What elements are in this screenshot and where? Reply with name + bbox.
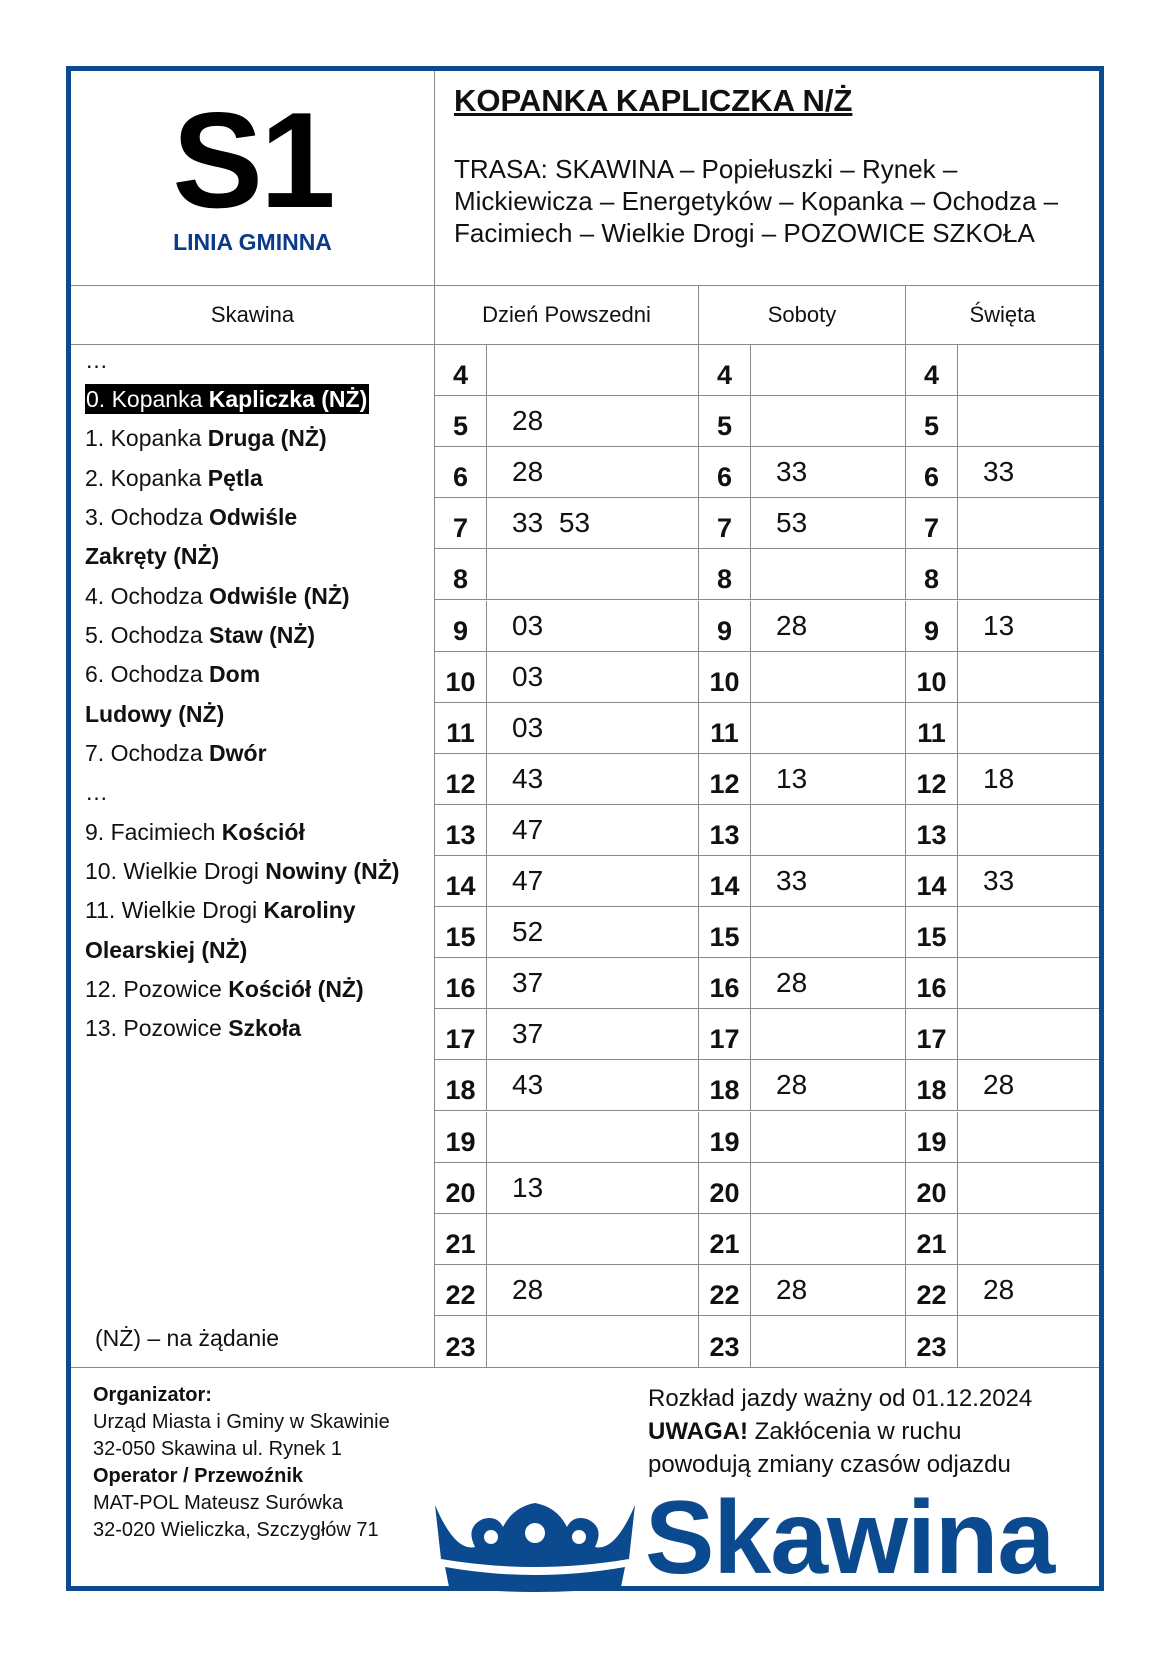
table-row bbox=[435, 1009, 1099, 1060]
stop-item bbox=[85, 738, 267, 768]
hour-cell-weekday: 10 bbox=[435, 652, 487, 702]
minutes-cell-weekday bbox=[487, 1316, 699, 1367]
minutes-cell-holiday bbox=[958, 396, 1124, 446]
hour-cell-holiday: 20 bbox=[906, 1163, 958, 1213]
operator-address: 32-020 Wieliczka, Szczygłów 71 bbox=[93, 1519, 379, 1541]
minutes-cell-weekday: 37 bbox=[487, 958, 699, 1008]
hour-cell-holiday: 15 bbox=[906, 907, 958, 957]
stop-name: Odwiśle bbox=[209, 504, 298, 530]
minutes-cell-holiday: 18 bbox=[983, 762, 1015, 794]
column-header-saturday: Soboty bbox=[699, 286, 906, 345]
minutes-cell-weekday: 52 bbox=[487, 907, 699, 957]
stop-number: 7. bbox=[85, 740, 105, 766]
stop-town: Ochodza bbox=[110, 504, 203, 530]
table-row bbox=[435, 652, 1099, 703]
stop-number: 10. bbox=[85, 858, 117, 884]
stop-number: 6. bbox=[85, 661, 105, 687]
stop-number: 0. bbox=[86, 386, 106, 412]
hour-cell-saturday: 14 bbox=[699, 856, 751, 906]
stop-town: Kopanka bbox=[110, 425, 202, 451]
minutes-cell-holiday bbox=[958, 1316, 1124, 1367]
table-row bbox=[435, 345, 1099, 396]
stop-name: Karoliny bbox=[263, 897, 356, 923]
hour-cell-weekday: 15 bbox=[435, 907, 487, 957]
minutes-cell-holiday bbox=[958, 652, 1124, 702]
hour-cell-holiday: 14 bbox=[906, 856, 958, 906]
organizer-name: Urząd Miasta i Gminy w Skawinie bbox=[93, 1411, 390, 1433]
stop-name: Odwiśle (NŻ) bbox=[209, 583, 350, 609]
minutes-cell-holiday: 28 bbox=[983, 1273, 1015, 1305]
table-row bbox=[435, 1163, 1099, 1214]
stop-town: Pozowice bbox=[123, 1015, 222, 1041]
hour-cell-saturday: 16 bbox=[699, 958, 751, 1008]
table-row bbox=[435, 703, 1099, 754]
stop-name: Zakręty (NŻ) bbox=[85, 543, 220, 569]
hour-cell-holiday: 10 bbox=[906, 652, 958, 702]
stop-number: 11. bbox=[85, 897, 116, 923]
minutes-cell-weekday bbox=[487, 345, 699, 395]
hour-cell-holiday: 12 bbox=[906, 754, 958, 804]
minutes-cell-weekday: 03 bbox=[487, 652, 699, 702]
brand-name: Skawina bbox=[645, 1480, 1055, 1596]
hour-cell-holiday: 22 bbox=[906, 1265, 958, 1315]
minutes-cell-weekday: 03 bbox=[487, 703, 699, 753]
stop-item bbox=[85, 581, 350, 611]
hour-cell-saturday: 11 bbox=[699, 703, 751, 753]
minutes-cell-holiday bbox=[958, 703, 1124, 753]
skawina-logo bbox=[435, 1480, 1105, 1597]
hour-cell-holiday: 11 bbox=[906, 703, 958, 753]
hour-cell-saturday: 12 bbox=[699, 754, 751, 804]
minutes-cell-saturday bbox=[751, 1112, 906, 1162]
stop-name: Dwór bbox=[209, 740, 267, 766]
minutes-cell-weekday: 43 bbox=[487, 754, 699, 804]
table-row bbox=[435, 958, 1099, 1009]
minutes-cell-weekday: 37 bbox=[487, 1009, 699, 1059]
warning-text-1: Zakłócenia w ruchu bbox=[754, 1418, 962, 1445]
stop-town: Ochodza bbox=[110, 583, 203, 609]
stop-town: Ochodza bbox=[110, 740, 203, 766]
minutes-cell-weekday: 33 53 bbox=[487, 498, 699, 548]
hour-cell-holiday: 23 bbox=[906, 1316, 958, 1367]
minutes-cell-saturday: 28 bbox=[751, 601, 906, 651]
stop-town: Kopanka bbox=[110, 465, 202, 491]
route-description: TRASA: SKAWINA – Popiełuszki – Rynek – Mickiewicza – Energetyków – Kopanka – Ochodza – Facimiech – Wielkie Drogi – POZOWICE SZKOŁA bbox=[454, 154, 1059, 248]
hour-cell-weekday: 7 bbox=[435, 498, 487, 548]
hour-cell-weekday: 13 bbox=[435, 805, 487, 855]
stop-name: Kapliczka (NŻ) bbox=[208, 386, 368, 412]
hour-cell-saturday: 8 bbox=[699, 549, 751, 599]
hour-cell-saturday: 9 bbox=[699, 601, 751, 651]
stop-title: KOPANKA KAPLICZKA N/Ż bbox=[454, 83, 853, 118]
table-row bbox=[435, 1316, 1099, 1367]
stop-name: Druga (NŻ) bbox=[207, 425, 327, 451]
minutes-cell-weekday bbox=[487, 1112, 699, 1162]
hour-cell-saturday: 10 bbox=[699, 652, 751, 702]
crown-icon bbox=[435, 1497, 635, 1592]
minutes-cell-saturday bbox=[751, 1009, 906, 1059]
stop-number: 12. bbox=[85, 976, 117, 1002]
hour-cell-saturday: 5 bbox=[699, 396, 751, 446]
stop-town: Pozowice bbox=[123, 976, 222, 1002]
hour-cell-saturday: 13 bbox=[699, 805, 751, 855]
minutes-cell-holiday bbox=[958, 805, 1124, 855]
hour-cell-saturday: 21 bbox=[699, 1214, 751, 1264]
hour-cell-saturday: 18 bbox=[699, 1060, 751, 1110]
minutes-cell-weekday: 28 bbox=[487, 447, 699, 497]
minutes-cell-saturday: 33 bbox=[751, 447, 906, 497]
hour-cell-holiday: 21 bbox=[906, 1214, 958, 1264]
table-row bbox=[435, 805, 1099, 856]
warning bbox=[648, 1415, 1032, 1448]
minutes-cell-holiday: 33 bbox=[983, 456, 1015, 488]
stop-current bbox=[85, 384, 369, 414]
minutes-cell-weekday: 47 bbox=[487, 856, 699, 906]
stop-name: Kościół bbox=[221, 819, 305, 845]
hour-cell-holiday: 16 bbox=[906, 958, 958, 1008]
column-header-weekday: Dzień Powszedni bbox=[435, 286, 699, 345]
stop-header bbox=[435, 71, 1099, 286]
stop-town: Ochodza bbox=[110, 622, 203, 648]
hour-cell-saturday: 17 bbox=[699, 1009, 751, 1059]
minutes-cell-saturday bbox=[751, 1316, 906, 1367]
minutes-cell-holiday bbox=[958, 958, 1124, 1008]
hour-cell-holiday: 4 bbox=[906, 345, 958, 395]
stop-name: Dom bbox=[209, 661, 261, 687]
hour-cell-weekday: 12 bbox=[435, 754, 487, 804]
minutes-cell-weekday: 43 bbox=[487, 1060, 699, 1110]
stop-item bbox=[85, 541, 219, 571]
hour-cell-weekday: 9 bbox=[435, 601, 487, 651]
hour-cell-saturday: 20 bbox=[699, 1163, 751, 1213]
hour-cell-holiday: 13 bbox=[906, 805, 958, 855]
stop-number: … bbox=[85, 779, 108, 805]
hour-cell-saturday: 19 bbox=[699, 1112, 751, 1162]
hour-cell-weekday: 6 bbox=[435, 447, 487, 497]
table-row bbox=[435, 856, 1099, 907]
stop-number: 1. bbox=[85, 425, 105, 451]
table-row bbox=[435, 1214, 1099, 1265]
hour-cell-saturday: 7 bbox=[699, 498, 751, 548]
hour-cell-saturday: 6 bbox=[699, 447, 751, 497]
table-row bbox=[435, 447, 1099, 498]
stop-item bbox=[85, 1013, 301, 1043]
hour-cell-saturday: 15 bbox=[699, 907, 751, 957]
line-number: S1 bbox=[172, 84, 333, 236]
hour-cell-saturday: 22 bbox=[699, 1265, 751, 1315]
hour-cell-weekday: 20 bbox=[435, 1163, 487, 1213]
column-header-holiday: Święta bbox=[906, 286, 1099, 345]
table-row bbox=[435, 754, 1099, 805]
hour-cell-weekday: 22 bbox=[435, 1265, 487, 1315]
stop-town: Ochodza bbox=[110, 661, 203, 687]
stop-town: Wielkie Drogi bbox=[121, 897, 258, 923]
minutes-cell-holiday bbox=[958, 1163, 1124, 1213]
minutes-cell-saturday bbox=[751, 907, 906, 957]
hour-cell-holiday: 7 bbox=[906, 498, 958, 548]
stop-item bbox=[85, 659, 260, 689]
stop-name: Olearskiej (NŻ) bbox=[85, 937, 248, 963]
column-header-stops: Skawina bbox=[71, 286, 435, 345]
hour-cell-weekday: 8 bbox=[435, 549, 487, 599]
stop-name: Pętla bbox=[207, 465, 263, 491]
warning-text-2: powodują zmiany czasów odjazdu bbox=[648, 1451, 1011, 1478]
hour-cell-holiday: 6 bbox=[906, 447, 958, 497]
stop-number: 3. bbox=[85, 504, 105, 530]
operator-name: MAT-POL Mateusz Surówka bbox=[93, 1492, 344, 1514]
minutes-cell-weekday bbox=[487, 549, 699, 599]
organizer-address: 32-050 Skawina ul. Rynek 1 bbox=[93, 1438, 343, 1460]
stop-item bbox=[85, 502, 297, 532]
minutes-cell-saturday bbox=[751, 549, 906, 599]
stop-item bbox=[85, 463, 263, 493]
stop-town: Wielkie Drogi bbox=[123, 858, 259, 884]
hour-cell-weekday: 19 bbox=[435, 1112, 487, 1162]
minutes-cell-holiday bbox=[958, 345, 1124, 395]
minutes-cell-weekday: 28 bbox=[487, 1265, 699, 1315]
stop-number: 9. bbox=[85, 819, 105, 845]
minutes-cell-weekday: 47 bbox=[487, 805, 699, 855]
footer-contacts bbox=[93, 1382, 390, 1544]
stop-item bbox=[85, 777, 108, 807]
stop-name: Ludowy (NŻ) bbox=[85, 701, 225, 727]
hour-cell-weekday: 5 bbox=[435, 396, 487, 446]
stop-number: … bbox=[85, 347, 108, 373]
minutes-cell-weekday bbox=[487, 1214, 699, 1264]
minutes-cell-weekday: 03 bbox=[487, 601, 699, 651]
stop-item bbox=[85, 935, 247, 965]
table-row bbox=[435, 1060, 1099, 1111]
stop-name: Szkoła bbox=[228, 1015, 302, 1041]
table-row bbox=[435, 498, 1099, 549]
table-row bbox=[435, 601, 1099, 652]
hour-cell-holiday: 8 bbox=[906, 549, 958, 599]
valid-from: Rozkład jazdy ważny od 01.12.2024 bbox=[648, 1385, 1033, 1412]
stop-name: Kościół (NŻ) bbox=[228, 976, 364, 1002]
stop-number: 5. bbox=[85, 622, 105, 648]
stop-item bbox=[85, 817, 305, 847]
warning-label: UWAGA! bbox=[648, 1418, 748, 1445]
minutes-cell-saturday bbox=[751, 1214, 906, 1264]
table-row bbox=[435, 396, 1099, 447]
stop-item bbox=[85, 895, 356, 925]
stop-item bbox=[85, 974, 364, 1004]
minutes-cell-saturday: 33 bbox=[751, 856, 906, 906]
minutes-cell-weekday: 28 bbox=[487, 396, 699, 446]
line-type: LINIA GMINNA bbox=[173, 229, 332, 255]
minutes-cell-saturday: 28 bbox=[751, 958, 906, 1008]
minutes-cell-saturday: 28 bbox=[751, 1265, 906, 1315]
stops-list bbox=[71, 345, 435, 1367]
minutes-cell-holiday bbox=[958, 1112, 1124, 1162]
stop-name: Staw (NŻ) bbox=[209, 622, 316, 648]
departures-grid bbox=[435, 345, 1099, 1367]
stop-item bbox=[85, 345, 108, 375]
stop-item bbox=[85, 699, 224, 729]
stop-town: Kopanka bbox=[111, 386, 203, 412]
minutes-cell-holiday: 33 bbox=[983, 865, 1015, 897]
operator-label: Operator / Przewoźnik bbox=[93, 1465, 304, 1487]
minutes-cell-holiday bbox=[958, 1009, 1124, 1059]
hour-cell-holiday: 18 bbox=[906, 1060, 958, 1110]
hour-cell-saturday: 4 bbox=[699, 345, 751, 395]
stop-item bbox=[85, 856, 399, 886]
hour-cell-weekday: 4 bbox=[435, 345, 487, 395]
hour-cell-holiday: 9 bbox=[906, 601, 958, 651]
on-request-note: (NŻ) – na żądanie bbox=[95, 1325, 280, 1351]
minutes-cell-weekday: 13 bbox=[487, 1163, 699, 1213]
hour-cell-weekday: 23 bbox=[435, 1316, 487, 1367]
stop-item bbox=[85, 620, 315, 650]
minutes-cell-saturday: 53 bbox=[751, 498, 906, 548]
minutes-cell-saturday bbox=[751, 652, 906, 702]
minutes-cell-saturday bbox=[751, 805, 906, 855]
footer-notice bbox=[648, 1382, 1032, 1481]
minutes-cell-holiday bbox=[958, 907, 1124, 957]
minutes-cell-saturday bbox=[751, 703, 906, 753]
hour-cell-weekday: 21 bbox=[435, 1214, 487, 1264]
minutes-cell-holiday: 28 bbox=[983, 1069, 1015, 1101]
hour-cell-holiday: 19 bbox=[906, 1112, 958, 1162]
stop-number: 2. bbox=[85, 465, 105, 491]
minutes-cell-holiday: 13 bbox=[983, 609, 1015, 641]
minutes-cell-saturday bbox=[751, 396, 906, 446]
stop-number: 4. bbox=[85, 583, 105, 609]
minutes-cell-saturday bbox=[751, 345, 906, 395]
table-row bbox=[435, 1265, 1099, 1316]
stop-number: 13. bbox=[85, 1015, 117, 1041]
hour-cell-weekday: 11 bbox=[435, 703, 487, 753]
table-row bbox=[435, 1112, 1099, 1163]
table-row bbox=[435, 907, 1099, 958]
minutes-cell-saturday: 13 bbox=[751, 754, 906, 804]
hour-cell-holiday: 5 bbox=[906, 396, 958, 446]
minutes-cell-saturday: 28 bbox=[751, 1060, 906, 1110]
hour-cell-weekday: 17 bbox=[435, 1009, 487, 1059]
stop-item bbox=[85, 423, 327, 453]
hour-cell-weekday: 16 bbox=[435, 958, 487, 1008]
minutes-cell-holiday bbox=[958, 1214, 1124, 1264]
table-row bbox=[435, 549, 1099, 600]
hour-cell-weekday: 14 bbox=[435, 856, 487, 906]
hour-cell-saturday: 23 bbox=[699, 1316, 751, 1367]
minutes-cell-holiday bbox=[958, 498, 1124, 548]
line-badge bbox=[71, 71, 435, 286]
hour-cell-weekday: 18 bbox=[435, 1060, 487, 1110]
organizer-label: Organizator: bbox=[93, 1384, 212, 1406]
minutes-cell-holiday bbox=[958, 549, 1124, 599]
minutes-cell-saturday bbox=[751, 1163, 906, 1213]
stop-name: Nowiny (NŻ) bbox=[265, 858, 400, 884]
stop-town: Facimiech bbox=[110, 819, 216, 845]
hour-cell-holiday: 17 bbox=[906, 1009, 958, 1059]
